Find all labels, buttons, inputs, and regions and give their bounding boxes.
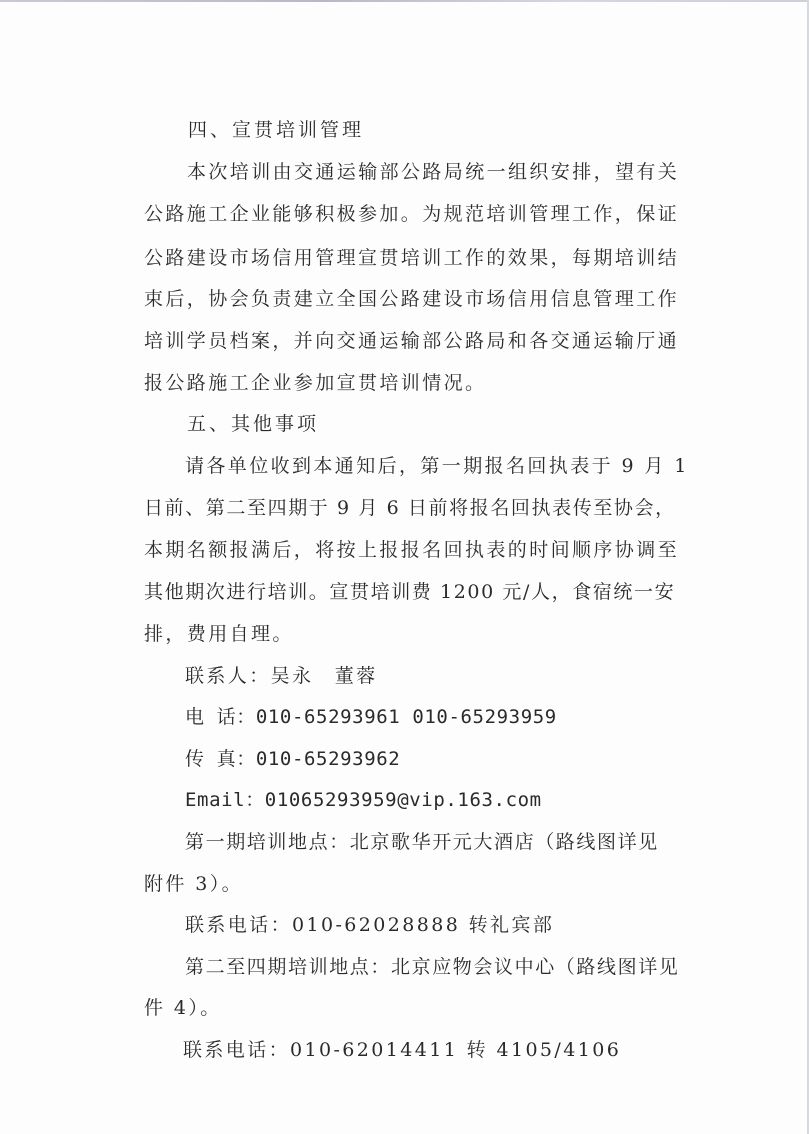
contact-email: Email：01065293959@vip.163.com	[185, 789, 542, 811]
contact-person: 联系人：吴永 董蓉	[185, 665, 378, 687]
section4-line-4: 束后，协会负责建立全国公路建设市场信用信息管理工作	[144, 288, 680, 310]
section4-line-2: 公路施工企业能够积极参加。为规范培训管理工作，保证	[144, 203, 680, 225]
section5-line-3: 本期名额报满后，将按上报报名回执表的时间顺序协调至	[144, 539, 680, 561]
venue2-line-2: 件 4）。	[144, 997, 222, 1019]
section5-line-5: 排，费用自理。	[144, 623, 294, 645]
venue2-phone: 联系电话：010-62014411 转 4105/4106	[183, 1039, 622, 1061]
section4-line-3: 公路建设市场信用管理宣贯培训工作的效果，每期培训结	[144, 247, 680, 269]
section4-line-1: 本次培训由交通运输部公路局统一组织安排，望有关	[187, 161, 680, 183]
contact-fax: 传 真：010-65293962	[185, 748, 401, 770]
venue2-line-1: 第二至四期培训地点：北京应物会议中心（路线图详见	[185, 956, 680, 978]
venue1-line-1: 第一期培训地点：北京歌华开元大酒店（路线图详见	[185, 831, 659, 853]
section5-line-2: 日前、第二至四期于 9 月 6 日前将报名回执表传至协会，	[144, 497, 676, 519]
contact-phone: 电 话：010-65293961 010-65293959	[185, 706, 557, 728]
section4-line-5: 培训学员档案，并向交通运输部公路局和各交通运输厅通	[144, 330, 680, 352]
scan-top-edge	[0, 0, 809, 2]
section5-line-1: 请各单位收到本通知后，第一期报名回执表于 9 月 1	[185, 455, 689, 477]
section5-heading: 五、其他事项	[187, 413, 320, 435]
venue1-phone: 联系电话：010-62028888 转礼宾部	[185, 914, 555, 936]
section5-line-4: 其他期次进行培训。宣贯培训费 1200 元/人，食宿统一安	[144, 581, 676, 603]
section4-line-6: 报公路施工企业参加宣贯培训情况。	[144, 372, 487, 394]
section4-heading: 四、宣贯培训管理	[188, 119, 365, 141]
venue1-line-2: 附件 3）。	[144, 873, 244, 895]
